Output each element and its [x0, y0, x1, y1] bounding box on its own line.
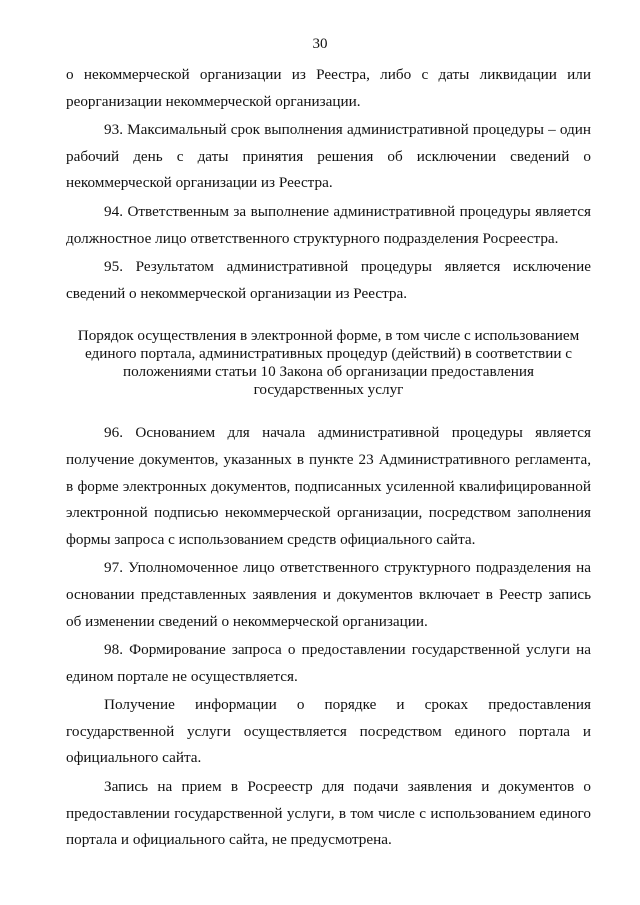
- document-body: [66, 62, 591, 854]
- paragraph-appointment: Запись на прием в Росреестр для подачи заявления и документов о предоставлении государственной услуги, в том числе с использованием единого портала и официального сайта, не предусмотрена.: [66, 778, 591, 849]
- paragraph-96: 96. Основанием для начала административной процедуры является получение документов, указанных в пункте 23 Административного регламента, в форме электронных документов, подписанных усиленной квалифицированной электронной подписью некоммерческой организации, посредством заполнения формы запроса с использованием средств официального сайта.: [66, 424, 591, 548]
- paragraph-97: 97. Уполномоченное лицо ответственного структурного подразделения на основании представленных заявления и документов включает в Реестр запись об изменении сведений о некоммерческой организации.: [66, 559, 591, 630]
- paragraph-information: Получение информации о порядке и сроках предоставления государственной услуги осуществляется посредством единого портала и официального сайта.: [66, 696, 591, 767]
- paragraph-94: 94. Ответственным за выполнение административной процедуры является должностное лицо ответственного структурного подразделения Росреестра.: [66, 202, 591, 247]
- page-number: 30: [312, 36, 328, 52]
- paragraph-95: 95. Результатом административной процедуры является исключение сведений о некоммерческой организации из Реестра.: [66, 258, 591, 302]
- paragraph-continuation: о некоммерческой организации из Реестра, либо с даты ликвидации или реорганизации некоммерческой организации.: [66, 66, 591, 110]
- section-heading: Порядок осуществления в электронной форме, в том числе с использованием единого портала, административных процедур (действий) в соответствии с положениями статьи 10 Закона об организации предоставления государственных услуг: [77, 327, 580, 399]
- paragraph-93: 93. Максимальный срок выполнения административной процедуры – один рабочий день с даты принятия решения об исключении сведений о некоммерческой организации из Реестра.: [66, 121, 591, 192]
- paragraph-98: 98. Формирование запроса о предоставлении государственной услуги на едином портале не осуществляется.: [66, 641, 591, 685]
